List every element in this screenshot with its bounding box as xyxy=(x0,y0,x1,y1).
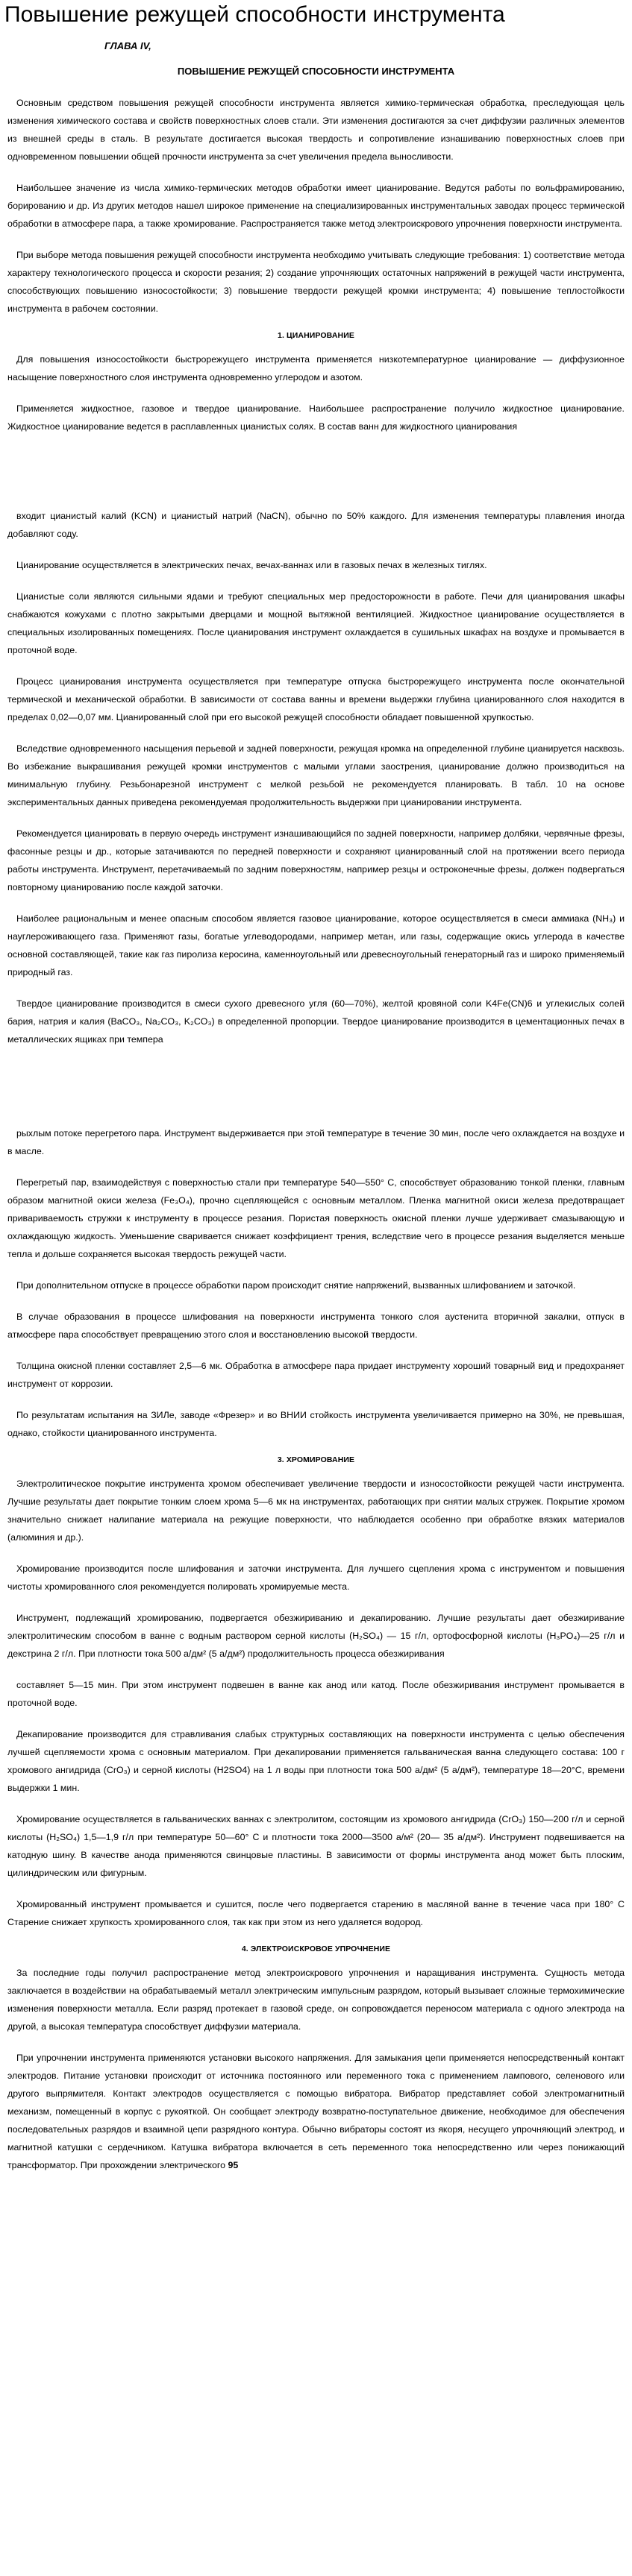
paragraph: Наибольшее значение из числа химико-термических методов обработки имеет цианирование. Ведутся работы по вольфрамированию, борированию и др. Из других методов нашел широкое применение на специализированных инструментальных заводах процесс термической обработки в атмосфере пара, а также хромирование. Распространяется также метод электроискрового упрочнения поверхности инструмента. xyxy=(7,183,625,229)
section-heading-chrome-plating: 3. ХРОМИРОВАНИЕ xyxy=(277,1455,355,1464)
paragraph: входит цианистый калий (KCN) и цианистый натрий (NaCN), обычно по 50% каждого. Для изменения температуры плавления иногда добавляют соду. xyxy=(7,511,625,539)
chapter-label: ГЛАВА IV, xyxy=(104,40,151,51)
paragraph: Цианистые соли являются сильными ядами и требуют специальных мер предосторожности в работе. Печи для цианирования шкафы снабжаются кожухами с плотно закрытыми дверцами и мощной вытяжной вентиляцией. Жидкостное цианирование осуществляется в специальных изолированных помещениях. После цианирования инструмент охлаждается в сушильных шкафах на воздухе и промывается в проточной воде. xyxy=(7,591,625,655)
paragraph: составляет 5—15 мин. При этом инструмент подвешен в ванне как анод или катод. После обезжиривания инструмент промывается в проточной воде. xyxy=(7,1680,625,1708)
page-title: Повышение режущей способности инструмента xyxy=(4,2,505,27)
document-body xyxy=(7,30,625,2188)
paragraph: Для повышения износостойкости быстрорежущего инструмента применяется низкотемпературное цианирование — диффузионное насыщение поверхностного слоя инструмента одновременно углеродом и азотом. xyxy=(7,354,625,382)
section-heading-cyanidation: 1. ЦИАНИРОВАНИЕ xyxy=(278,331,354,340)
paragraph: Вследствие одновременного насыщения перьевой и задней поверхности, режущая кромка на определенной глубине цианируется насквозь. Во избежание выкрашивания режущей кромки инструментов с малыми углами заострения, цианирование должно производиться на минимальную глубину. Резьбонарезной инструмент с мелкой резьбой не рекомендуется планировать. В табл. 10 на основе экспериментальных данных приведена рекомендуемая продолжительность выдержки при цианировании инструмента. xyxy=(7,743,625,807)
paragraph: Твердое цианирование производится в смеси сухого древесного угля (60—70%), желтой кровяной соли K4Fe(CN)6 и углекислых солей бария, натрия и калия (BaCO₃, Na₂CO₃, K₂CO₃) в определенной пропорции. Твердое цианирование производится в цементационных печах в металлических ящиках при темпера xyxy=(7,998,625,1045)
paragraph: При дополнительном отпуске в процессе обработки паром происходит снятие напряжений, вызванных шлифованием и заточкой. xyxy=(16,1280,576,1291)
paragraph: Перегретый пар, взаимодействуя с поверхностью стали при температуре 540—550° С, способствует образованию тонкой пленки, главным образом магнитной окиси железа (Fe₃O₄), прочно сцепляющейся с основным металлом. Пленка магнитной окиси железа предотвращает привариваемость стружки к инструменту в процессе резания. Пористая поверхность окисной пленки лучше удерживает смазывающую и охлаждающую жидкость. Уменьшение сваривается снижает коэффициент трения, вследствие чего в процессе резания выделяется меньше тепла и дольше сохраняется высокая твердость режущей части. xyxy=(7,1177,625,1259)
paragraph: По результатам испытания на ЗИЛе, заводе «Фрезер» и во ВНИИ стойкость инструмента увеличивается примерно на 30%, не превышая, однако, стойкости цианированного инструмента. xyxy=(7,1410,625,1438)
paragraph: Хромирование осуществляется в гальванических ваннах с электролитом, состоящим из хромового ангидрида (CrO₃) 150—200 г/л и серной кислоты (H₂SO₄) 1,5—1,9 г/л при температуре 50—60° С и плотности тока 2000—3500 а/м² (20— 35 а/дм²). Инструмент подвешивается на катодную шину. В качестве анода применяются свинцовые пластины. В зависимости от формы инструмента анод может быть плоским, цилиндрическим или фигурным. xyxy=(7,1814,625,1878)
section-heading-electrospark: 4. ЭЛЕКТРОИСКРОВОЕ УПРОЧНЕНИЕ xyxy=(241,1944,391,1953)
page-break-gap xyxy=(7,1062,625,1124)
paragraph: Применяется жидкостное, газовое и твердое цианирование. Наибольшее распространение получило жидкостное цианирование. Жидкостное цианирование ведется в расплавленных цианистых солях. В состав ванн для жидкостного цианирования xyxy=(7,403,625,432)
paragraph: Рекомендуется цианировать в первую очередь инструмент изнашивающийся по задней поверхности, например долбяки, червячные фрезы, фасонные резцы и др., которые затачиваются по передней поверхности и сохраняют цианированный слой на протяжении всего периода работы инструмента. Инструмент, перетачиваемый по задним поверхностям, например резцы и остроконечные фрезы, должен подвергаться повторному цианированию после каждой заточки. xyxy=(7,828,625,892)
paragraph: Цианирование осуществляется в электрических печах, вечах-ваннах или в газовых печах в железных тиглях. xyxy=(16,560,487,570)
paragraph: Электролитическое покрытие инструмента хромом обеспечивает увеличение твердости и износостойкости режущей части инструмента. Лучшие результаты дает покрытие тонким слоем хрома 5—6 мк на инструментах, работающих при снятии малых стружек. Покрытие хромом значительно снижает налипание материала на режущие поверхности, что наблюдается особенно при обработке вязких материалов (алюминия и др.). xyxy=(7,1478,625,1543)
paragraph-text: При упрочнении инструмента применяются установки высокого напряжения. Для замыкания цепи применяется непосредственный контакт электродов. Питание установки происходит от источника постоянного или переменного тока с применением лампового, селенового или другого выпрямителя. Контакт электродов осуществляется с помощью вибратора. Вибратор представляет собой электромагнитный механизм, помещенный в корпус с рукояткой. Он сообщает электроду возвратно-поступательное движение, необходимое для обеспечения последовательных разрядов и взаимной цепи разрядного контура. Обычно вибраторы состоят из якоря, несущего упрочняющий электрод, и магнитной катушки с сердечником. Катушка вибратора включается в сеть переменного тока непосредственно или через понижающий трансформатор. При прохождении электрического xyxy=(7,2053,625,2170)
paragraph: Основным средством повышения режущей способности инструмента является химико-термическая обработка, преследующая цель изменения химического состава и свойств поверхностных слоев стали. Эти изменения достигаются за счет диффузии различных элементов из внешней среды в сталь. В результате достигается высокая твердость и сопротивление изнашиванию поверхностных слоев при одновременном повышении общей прочности инструмента за счет увеличения предела выносливости. xyxy=(7,98,625,162)
chapter-heading: ПОВЫШЕНИЕ РЕЖУЩЕЙ СПОСОБНОСТИ ИНСТРУМЕНТА xyxy=(177,66,455,77)
page-number: 95 xyxy=(228,2160,239,2170)
paragraph: рыхлым потоке перегретого пара. Инструмент выдерживается при этой температуре в течение 30 мин, после чего охлаждается на воздухе и в масле. xyxy=(7,1128,625,1156)
paragraph: Хромирование производится после шлифования и заточки инструмента. Для лучшего сцепления хрома с инструментом и повышения чистоты хромированного слоя рекомендуется полировать хромируемые места. xyxy=(7,1563,625,1592)
paragraph: Наиболее рациональным и менее опасным способом является газовое цианирование, которое осуществляется в смеси аммиака (NH₃) и науглероживающего газа. Применяют газы, богатые углеводородами, например метан, или газы, содержащие окись углерода в качестве основной составляющей, такие как газ пиролиза керосина, каменноугольный или древесноугольный генераторный газ и широко применяемый природный газ. xyxy=(7,913,625,977)
page-break-gap xyxy=(7,449,625,507)
paragraph: В случае образования в процессе шлифования на поверхности инструмента тонкого слоя аустенита вторичной закалки, отпуск в атмосфере пара способствует превращению этого слоя и восстановлению высокой твердости. xyxy=(7,1311,625,1340)
paragraph: За последние годы получил распространение метод электроискрового упрочнения и наращивания инструмента. Сущность метода заключается в воздействии на обрабатываемый металл электрическим импульсным разрядом, который вызывает сложные термохимические изменения поверхности металла. Если разряд протекает в газовой среде, он сопровождается переносом материала с одного электрода на другой, а высокая температура способствует диффузии материала. xyxy=(7,1968,625,2032)
paragraph: При выборе метода повышения режущей способности инструмента необходимо учитывать следующие требования: 1) соответствие метода характеру технологического процесса и скорости резания; 2) создание упрочняющих остаточных напряжений в режущей части инструмента, способствующих повышению износостойкости; 3) повышение твердости режущей кромки инструмента; 4) повышение теплостойкости инструмента в рабочем состоянии. xyxy=(7,250,625,314)
paragraph: Хромированный инструмент промывается и сушится, после чего подвергается старению в масляной ванне в течение часа при 180° С Старение снижает хрупкость хромированного слоя, так как при этом из него удаляется водород. xyxy=(7,1899,625,1927)
paragraph xyxy=(7,2049,625,2174)
paragraph: Инструмент, подлежащий хромированию, подвергается обезжириванию и декапированию. Лучшие результаты дает обезжиривание электролитическим способом в ванне с водным раствором серной кислоты (H₂SO₄) — 15 г/л, ортофосфорной кислоты (H₃PO₄)—25 г/л и декстрина 2 г/л. При плотности тока 500 а/дм² (5 а/дм²) продолжительность процесса обезжиривания xyxy=(7,1613,625,1659)
paragraph: Процесс цианирования инструмента осуществляется при температуре отпуска быстрорежущего инструмента после окончательной термической и механической обработки. В зависимости от состава ванны и времени выдержки глубина цианированного слоя находится в пределах 0,02—0,07 мм. Цианированный слой при его высокой режущей способности обладает повышенной хрупкостью. xyxy=(7,676,625,722)
paragraph: Декапирование производится для стравливания слабых структурных составляющих на поверхности инструмента с целью обеспечения лучшей сцепляемости хрома с основным материалом. При декапировании применяется гальваническая ванна следующего состава: 100 г хромового ангидрида (CrO₃) и серной кислоты (H2SO4) на 1 л воды при плотности тока 500 а/дм² (5 а/дм²), температуре 18—20°С, времени выдержки 1 мин. xyxy=(7,1729,625,1793)
paragraph: Толщина окисной пленки составляет 2,5—6 мк. Обработка в атмосфере пара придает инструменту хороший товарный вид и предохраняет инструмент от коррозии. xyxy=(7,1361,625,1389)
